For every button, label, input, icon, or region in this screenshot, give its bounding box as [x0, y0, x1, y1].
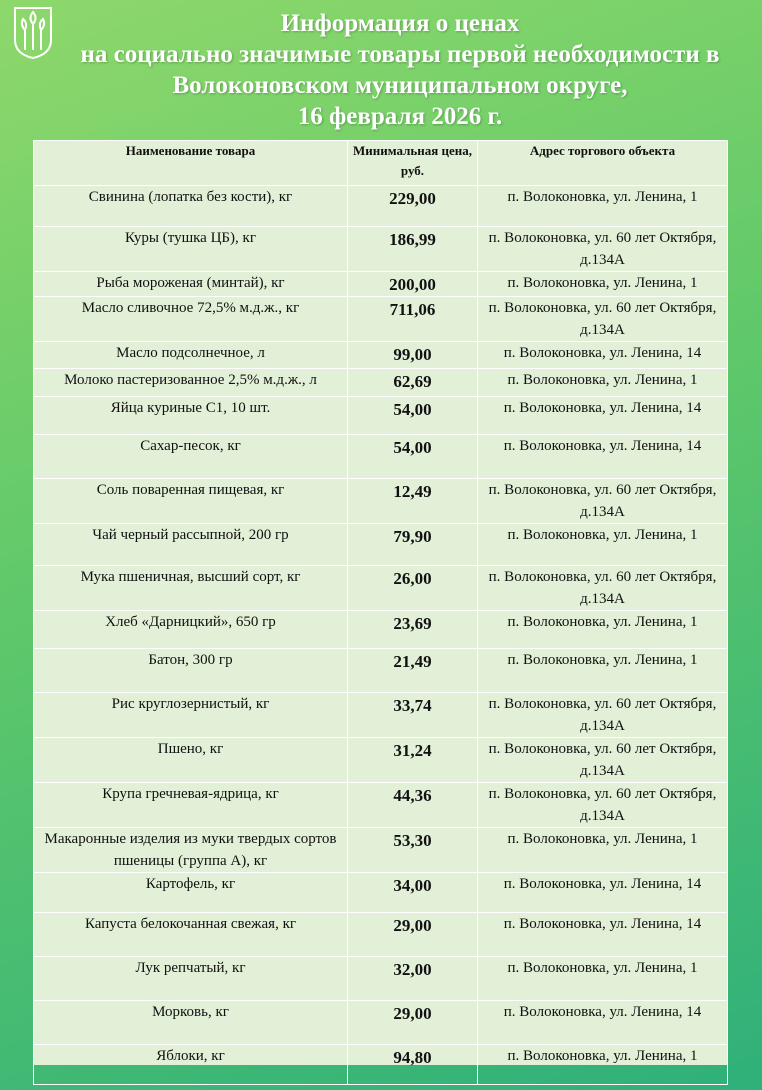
- product-name-cell: Куры (тушка ЦБ), кг: [34, 227, 348, 272]
- table-row: [34, 828, 728, 873]
- address-cell: п. Волоконовка, ул. Ленина, 1: [478, 186, 728, 227]
- product-name-cell: Масло подсолнечное, л: [34, 342, 348, 369]
- address-cell: п. Волоконовка, ул. Ленина, 14: [478, 913, 728, 957]
- table-row: [34, 397, 728, 435]
- address-cell: п. Волоконовка, ул. Ленина, 14: [478, 342, 728, 369]
- address-cell: п. Волоконовка, ул. Ленина, 1: [478, 1045, 728, 1085]
- title-line-2: на социально значимые товары первой необходимости в: [80, 41, 720, 68]
- product-name-cell: Сахар-песок, кг: [34, 435, 348, 479]
- price-cell: 34,00: [348, 873, 478, 913]
- product-name-cell: Крупа гречневая-ядрица, кг: [34, 783, 348, 828]
- title-line-3: Волоконовском муниципальном округе,: [172, 72, 628, 99]
- price-cell: 26,00: [348, 566, 478, 611]
- table-row: [34, 272, 728, 297]
- product-name-cell: Свинина (лопатка без кости), кг: [34, 186, 348, 227]
- price-cell: 33,74: [348, 693, 478, 738]
- price-table-container: [33, 140, 727, 1065]
- address-cell: п. Волоконовка, ул. Ленина, 14: [478, 397, 728, 435]
- product-name-cell: Картофель, кг: [34, 873, 348, 913]
- product-name-cell: Макаронные изделия из муки твердых сортов пшеницы (группа А), кг: [34, 828, 348, 873]
- address-cell: п. Волоконовка, ул. 60 лет Октября, д.134А: [478, 297, 728, 342]
- product-name-cell: Молоко пастеризованное 2,5% м.д.ж., л: [34, 369, 348, 397]
- table-row: [34, 435, 728, 479]
- table-row: [34, 1001, 728, 1045]
- address-cell: п. Волоконовка, ул. Ленина, 1: [478, 524, 728, 566]
- price-cell: 32,00: [348, 957, 478, 1001]
- address-cell: п. Волоконовка, ул. Ленина, 14: [478, 1001, 728, 1045]
- price-cell: 29,00: [348, 913, 478, 957]
- table-row: [34, 186, 728, 227]
- product-name-cell: Мука пшеничная, высший сорт, кг: [34, 566, 348, 611]
- address-cell: п. Волоконовка, ул. 60 лет Октября, д.134А: [478, 693, 728, 738]
- price-cell: 94,80: [348, 1045, 478, 1085]
- table-row: [34, 957, 728, 1001]
- product-name-cell: Яйца куриные С1, 10 шт.: [34, 397, 348, 435]
- column-header-address: Адрес торгового объекта: [478, 141, 728, 186]
- price-cell: 44,36: [348, 783, 478, 828]
- price-cell: 99,00: [348, 342, 478, 369]
- price-cell: 79,90: [348, 524, 478, 566]
- price-cell: 200,00: [348, 272, 478, 297]
- column-header-name: Наименование товара: [34, 141, 348, 186]
- address-cell: п. Волоконовка, ул. Ленина, 1: [478, 369, 728, 397]
- page-title: [40, 8, 760, 132]
- address-cell: п. Волоконовка, ул. Ленина, 1: [478, 828, 728, 873]
- price-cell: 711,06: [348, 297, 478, 342]
- price-cell: 23,69: [348, 611, 478, 649]
- price-cell: 29,00: [348, 1001, 478, 1045]
- product-name-cell: Хлеб «Дарницкий», 650 гр: [34, 611, 348, 649]
- table-row: [34, 611, 728, 649]
- table-row: [34, 649, 728, 693]
- table-row: [34, 693, 728, 738]
- table-row: [34, 738, 728, 783]
- table-header-row: [34, 141, 728, 186]
- price-cell: 186,99: [348, 227, 478, 272]
- price-cell: 53,30: [348, 828, 478, 873]
- price-cell: 31,24: [348, 738, 478, 783]
- column-header-price: Минимальная цена, руб.: [348, 141, 478, 186]
- product-name-cell: Масло сливочное 72,5% м.д.ж., кг: [34, 297, 348, 342]
- table-row: [34, 1045, 728, 1085]
- address-cell: п. Волоконовка, ул. 60 лет Октября, д.134А: [478, 479, 728, 524]
- price-cell: 12,49: [348, 479, 478, 524]
- table-row: [34, 297, 728, 342]
- product-name-cell: Соль поваренная пищевая, кг: [34, 479, 348, 524]
- table-row: [34, 913, 728, 957]
- table-row: [34, 369, 728, 397]
- price-table: [33, 140, 728, 1085]
- price-cell: 229,00: [348, 186, 478, 227]
- title-line-4: 16 февраля 2026 г.: [297, 103, 503, 130]
- address-cell: п. Волоконовка, ул. Ленина, 1: [478, 272, 728, 297]
- table-row: [34, 873, 728, 913]
- address-cell: п. Волоконовка, ул. Ленина, 1: [478, 649, 728, 693]
- address-cell: п. Волоконовка, ул. Ленина, 1: [478, 611, 728, 649]
- address-cell: п. Волоконовка, ул. 60 лет Октября, д.134А: [478, 738, 728, 783]
- product-name-cell: Рис круглозернистый, кг: [34, 693, 348, 738]
- product-name-cell: Пшено, кг: [34, 738, 348, 783]
- table-row: [34, 227, 728, 272]
- title-line-1: Информация о ценах: [280, 10, 520, 37]
- table-row: [34, 479, 728, 524]
- address-cell: п. Волоконовка, ул. 60 лет Октября, д.134А: [478, 566, 728, 611]
- product-name-cell: Яблоки, кг: [34, 1045, 348, 1085]
- product-name-cell: Чай черный рассыпной, 200 гр: [34, 524, 348, 566]
- table-row: [34, 524, 728, 566]
- table-row: [34, 342, 728, 369]
- table-row: [34, 566, 728, 611]
- table-row: [34, 783, 728, 828]
- address-cell: п. Волоконовка, ул. Ленина, 14: [478, 435, 728, 479]
- price-cell: 21,49: [348, 649, 478, 693]
- address-cell: п. Волоконовка, ул. 60 лет Октября, д.134А: [478, 783, 728, 828]
- product-name-cell: Лук репчатый, кг: [34, 957, 348, 1001]
- product-name-cell: Рыба мороженая (минтай), кг: [34, 272, 348, 297]
- address-cell: п. Волоконовка, ул. Ленина, 1: [478, 957, 728, 1001]
- product-name-cell: Капуста белокочанная свежая, кг: [34, 913, 348, 957]
- price-cell: 62,69: [348, 369, 478, 397]
- address-cell: п. Волоконовка, ул. Ленина, 14: [478, 873, 728, 913]
- product-name-cell: Батон, 300 гр: [34, 649, 348, 693]
- address-cell: п. Волоконовка, ул. 60 лет Октября, д.134А: [478, 227, 728, 272]
- price-cell: 54,00: [348, 435, 478, 479]
- price-cell: 54,00: [348, 397, 478, 435]
- product-name-cell: Морковь, кг: [34, 1001, 348, 1045]
